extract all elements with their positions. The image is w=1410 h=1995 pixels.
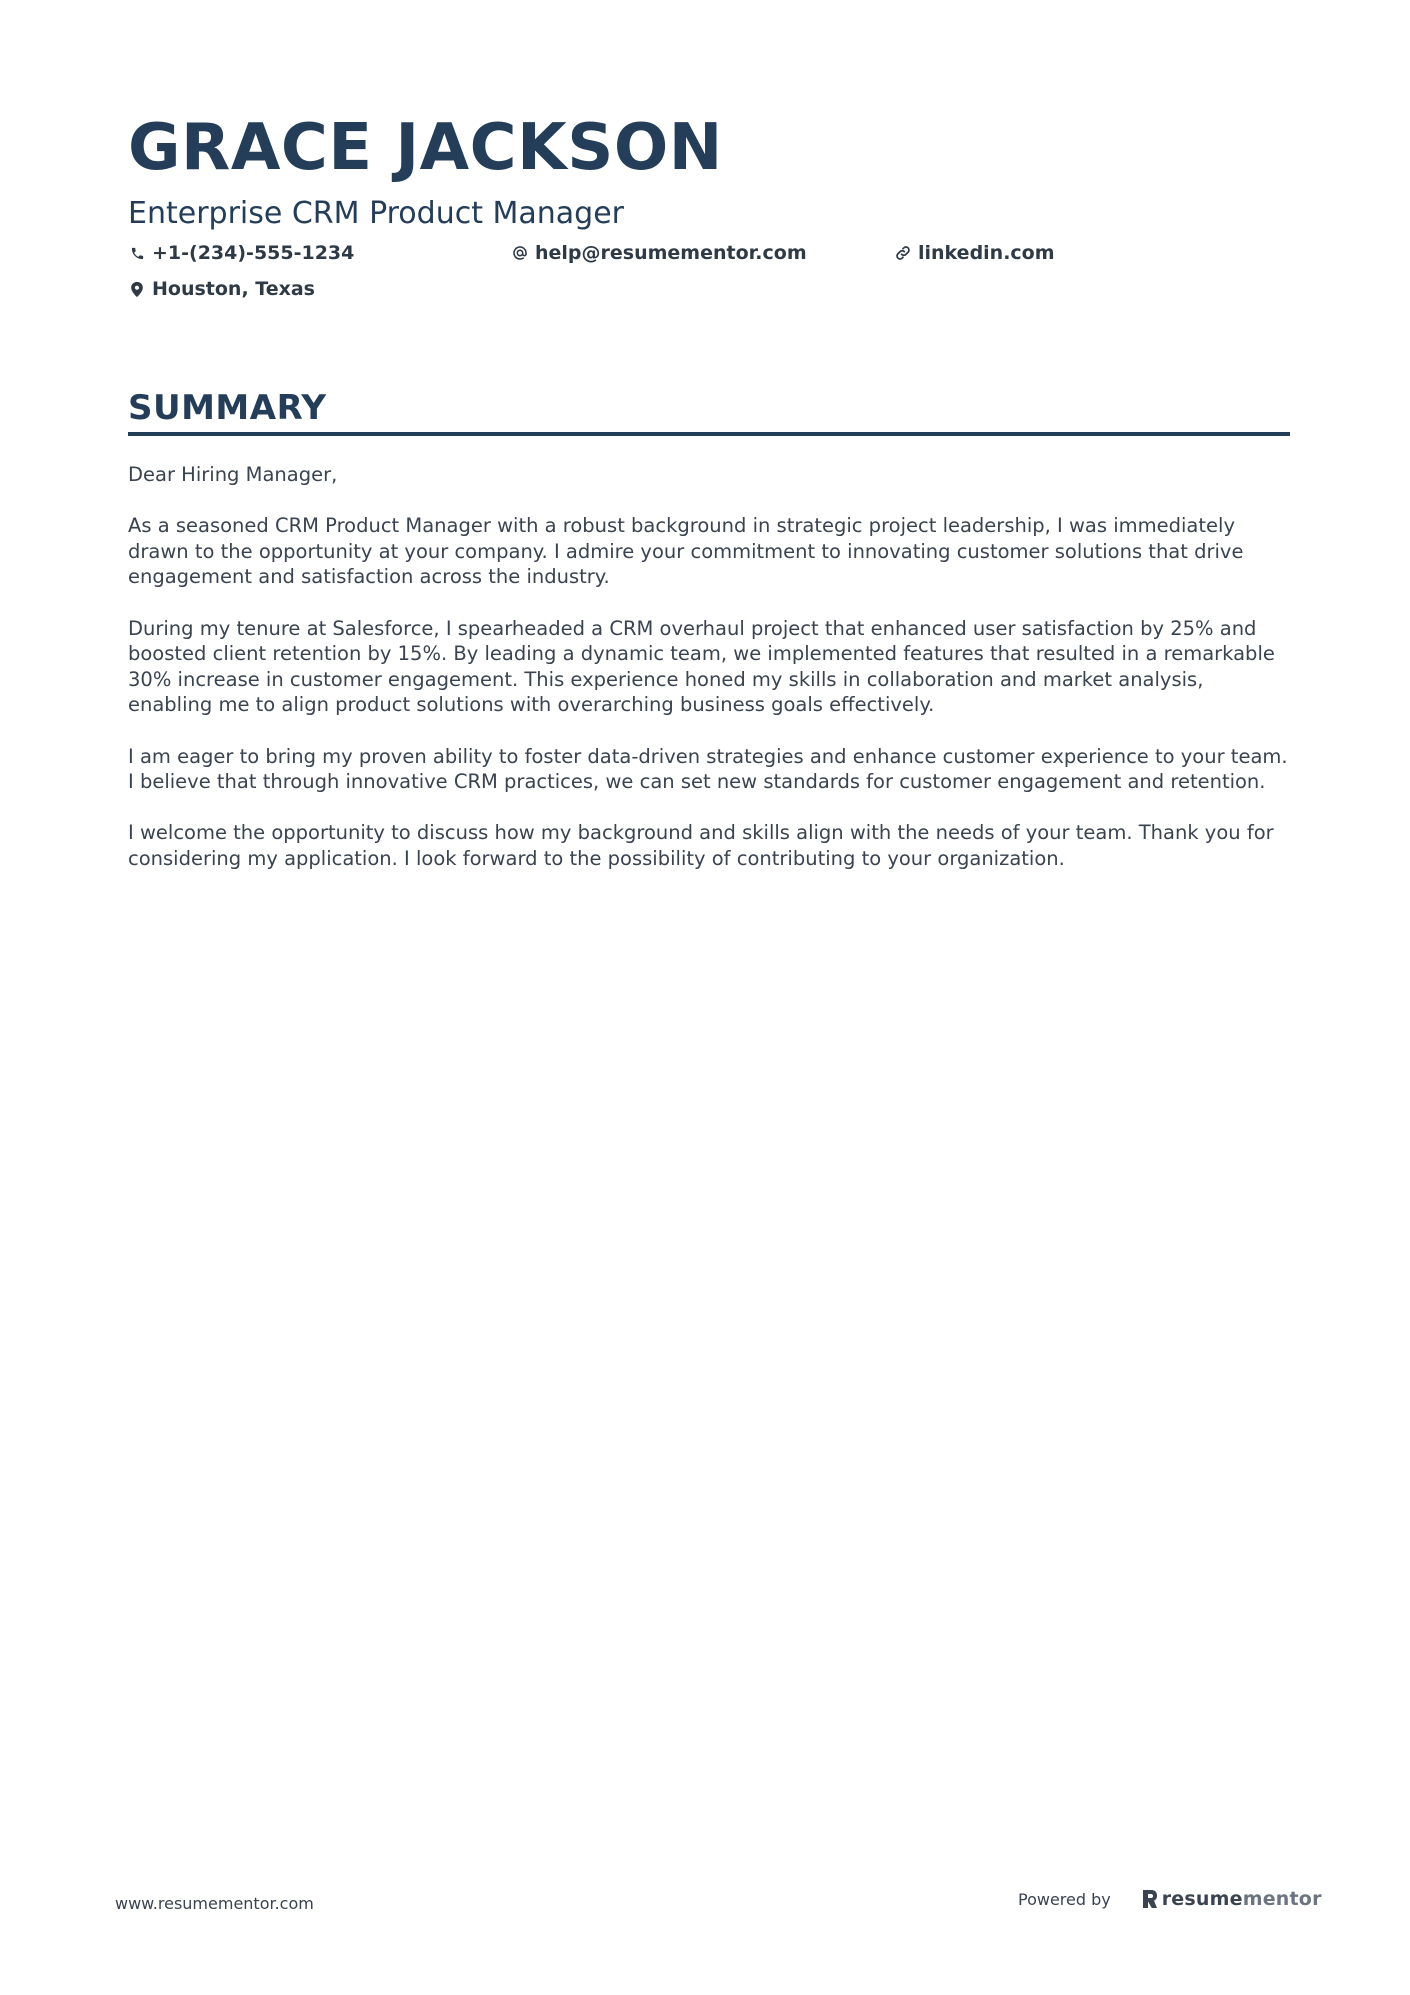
section-heading-summary: SUMMARY — [128, 388, 327, 428]
summary-section — [128, 386, 1290, 897]
linkedin-text: linkedin.com — [918, 242, 1055, 264]
phone-text: +1-(234)-555-1234 — [152, 242, 355, 264]
letter-paragraph: During my tenure at Salesforce, I spearheaded a CRM overhaul project that enhanced user satisfaction by 25% and boosted client retention by 15%. By leading a dynamic team, we implemented features that resulted in a remarkable 30% increase in customer engagement. This experience honed my skills in collaboration and market analysis, enabling me to align product solutions with overarching business goals effectively. — [128, 616, 1275, 717]
cover-letter-body — [128, 462, 1290, 872]
contact-email[interactable] — [511, 242, 807, 264]
candidate-name: GRACE JACKSON — [128, 111, 723, 185]
resumementor-logo-icon — [1141, 1889, 1159, 1909]
contact-phone[interactable] — [128, 242, 354, 264]
letter-paragraph: As a seasoned CRM Product Manager with a robust background in strategic project leadership, I was immediately drawn to the opportunity at your company. I admire your commitment to innovating customer solutions that drive engagement and satisfaction across the industry. — [128, 514, 1244, 589]
contact-linkedin[interactable] — [894, 242, 1055, 264]
brand-name-part1: resume — [1161, 1888, 1243, 1910]
brand-name-part2: mentor — [1242, 1888, 1322, 1910]
location-text: Houston, Texas — [152, 278, 315, 300]
map-pin-icon — [128, 280, 146, 298]
section-divider — [128, 432, 1290, 436]
brand-logo-link[interactable] — [1141, 1888, 1322, 1910]
at-icon — [511, 244, 529, 262]
letter-paragraph: I am eager to bring my proven ability to foster data-driven strategies and enhance customer experience to your team. I believe that through innovative CRM practices, we can set new standards for customer engagement and retention. — [128, 744, 1288, 794]
contact-location — [128, 278, 315, 300]
resume-header — [128, 108, 1288, 314]
email-text: help@resumementor.com — [535, 242, 807, 264]
letter-salutation: Dear Hiring Manager, — [128, 463, 338, 486]
letter-paragraph: I welcome the opportunity to discuss how my background and skills align with the needs of your team. Thank you for considering my application. I look forward to the possibility of contributing to your organization. — [128, 821, 1274, 870]
footer-branding — [1018, 1888, 1322, 1910]
link-icon — [894, 244, 912, 262]
powered-by-label: Powered by — [1018, 1889, 1111, 1909]
contact-info — [128, 242, 1288, 314]
phone-icon — [128, 244, 146, 262]
footer-website-link[interactable]: www.resumementor.com — [115, 1894, 314, 1913]
job-title: Enterprise CRM Product Manager — [128, 196, 625, 231]
